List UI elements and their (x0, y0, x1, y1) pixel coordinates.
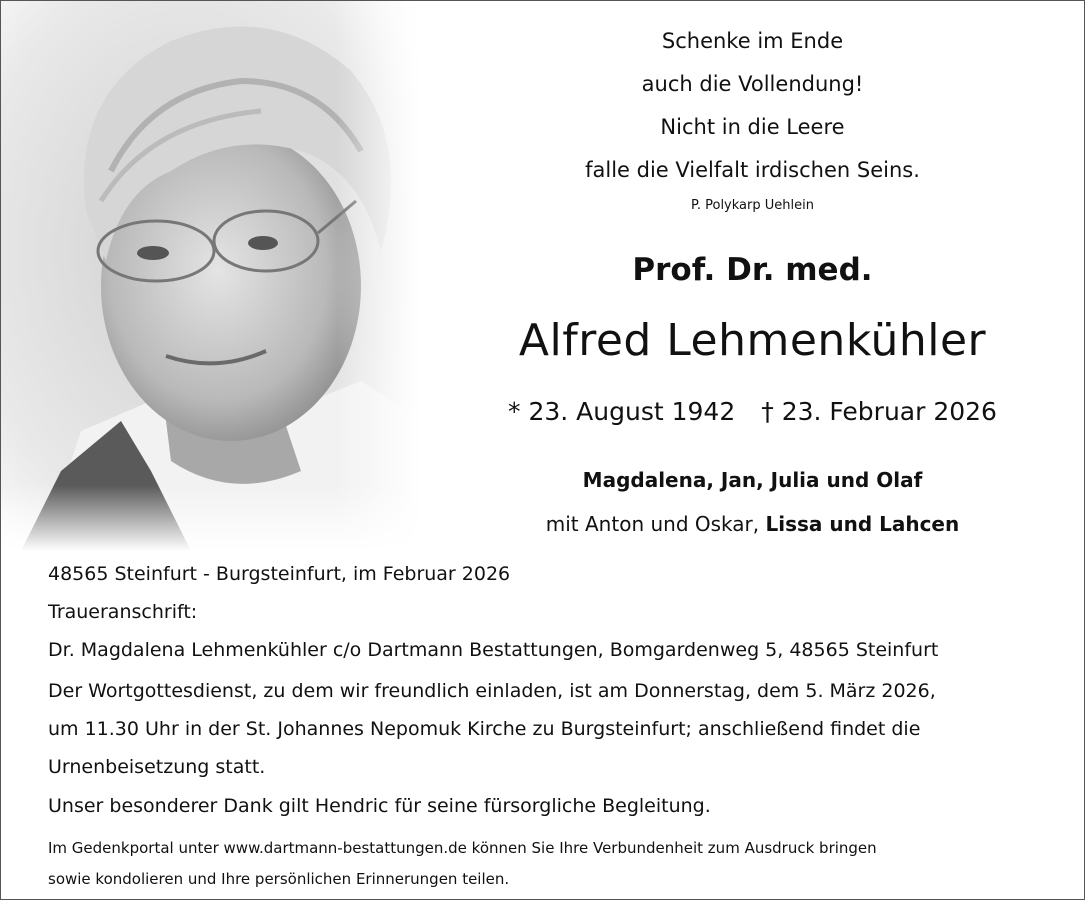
poem-line-2: auch die Vollendung! (641, 72, 864, 96)
grandchildren-regular: mit Anton und Oskar, (545, 512, 766, 536)
birth-date: * 23. August 1942 (508, 397, 736, 426)
poem-author: P. Polykarp Uehlein (691, 198, 814, 213)
mourning-address: Dr. Magdalena Lehmenkühler c/o Dartmann Bestattungen, Bomgardenweg 5, 48565 Steinfurt (48, 639, 939, 661)
service-line-2: um 11.30 Uhr in der St. Johannes Nepomuk Kirche zu Burgsteinfurt; anschließend findet die (48, 718, 921, 740)
poem-line-4: falle die Vielfalt irdischen Seins. (585, 158, 920, 182)
address-label: Traueranschrift: (48, 601, 198, 623)
family-mourners: Magdalena, Jan, Julia und Olaf (582, 468, 923, 492)
portal-line-2: sowie kondolieren und Ihre persönlichen Erinnerungen teilen. (48, 870, 510, 888)
poem-line-1: Schenke im Ende (661, 29, 844, 53)
life-dates (421, 397, 1084, 426)
portal-line-1: Im Gedenkportal unter www.dartmann-bestattungen.de können Sie Ihre Verbundenheit zum Ausdruck bringen (48, 839, 877, 857)
portrait-photo (1, 1, 421, 551)
thanks-line: Unser besonderer Dank gilt Hendric für seine fürsorgliche Begleitung. (48, 795, 711, 817)
grandchildren-bold: Lissa und Lahcen (765, 512, 960, 536)
service-line-3: Urnenbeisetzung statt. (48, 756, 266, 778)
deceased-name: Alfred Lehmenkühler (518, 315, 987, 366)
family-grandchildren (421, 512, 1084, 536)
poem-line-3: Nicht in die Leere (660, 115, 845, 139)
place-date: 48565 Steinfurt - Burgsteinfurt, im Februar 2026 (48, 563, 511, 585)
service-line-1: Der Wortgottesdienst, zu dem wir freundlich einladen, ist am Donnerstag, dem 5. März 2026, (48, 680, 936, 702)
death-date: † 23. Februar 2026 (761, 397, 997, 426)
academic-title: Prof. Dr. med. (632, 252, 873, 288)
